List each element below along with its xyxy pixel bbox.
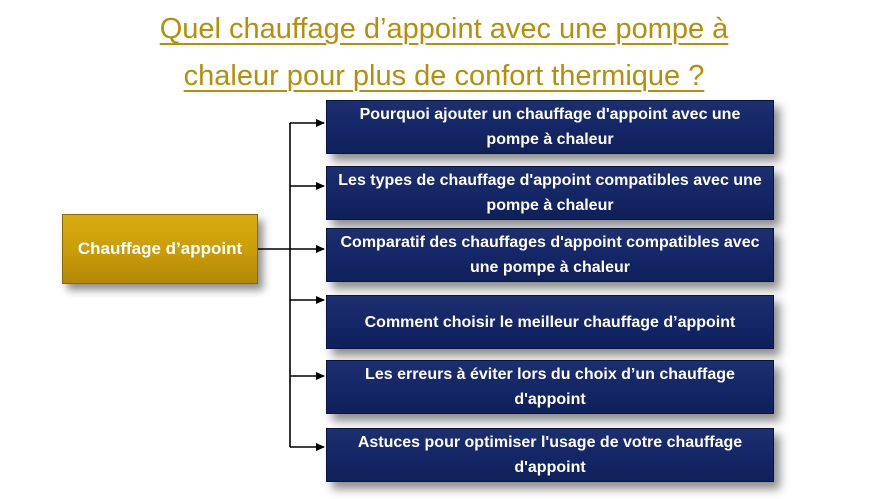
branch-node-label: Pourquoi ajouter un chauffage d'appoint avec une pompe à chaleur (359, 106, 741, 148)
title-line-2: chaleur pour plus de confort thermique ? (183, 60, 705, 92)
branch-node-how-to-choose (326, 295, 774, 349)
branch-node-label: Les types de chauffage d'appoint compatibles avec une pompe à chaleur (338, 172, 762, 214)
branch-node-label: Comparatif des chauffages d'appoint compatibles avec une pompe à chaleur (340, 234, 760, 276)
branch-node-label: Les erreurs à éviter lors du choix d’un chauffage d'appoint (365, 366, 735, 408)
root-node (62, 214, 258, 284)
title-line-1: Quel chauffage d’appoint avec une pompe à (159, 13, 729, 45)
branch-node-types (326, 166, 774, 220)
branch-node-label: Comment choisir le meilleur chauffage d’appoint (364, 313, 736, 331)
branch-node-why-add (326, 100, 774, 154)
branch-node-tips (326, 428, 774, 482)
branch-node-mistakes (326, 360, 774, 414)
branch-node-comparison (326, 228, 774, 282)
root-node-label: Chauffage d’appoint (77, 239, 243, 258)
branch-node-label: Astuces pour optimiser l'usage de votre chauffage d'appoint (357, 434, 743, 476)
